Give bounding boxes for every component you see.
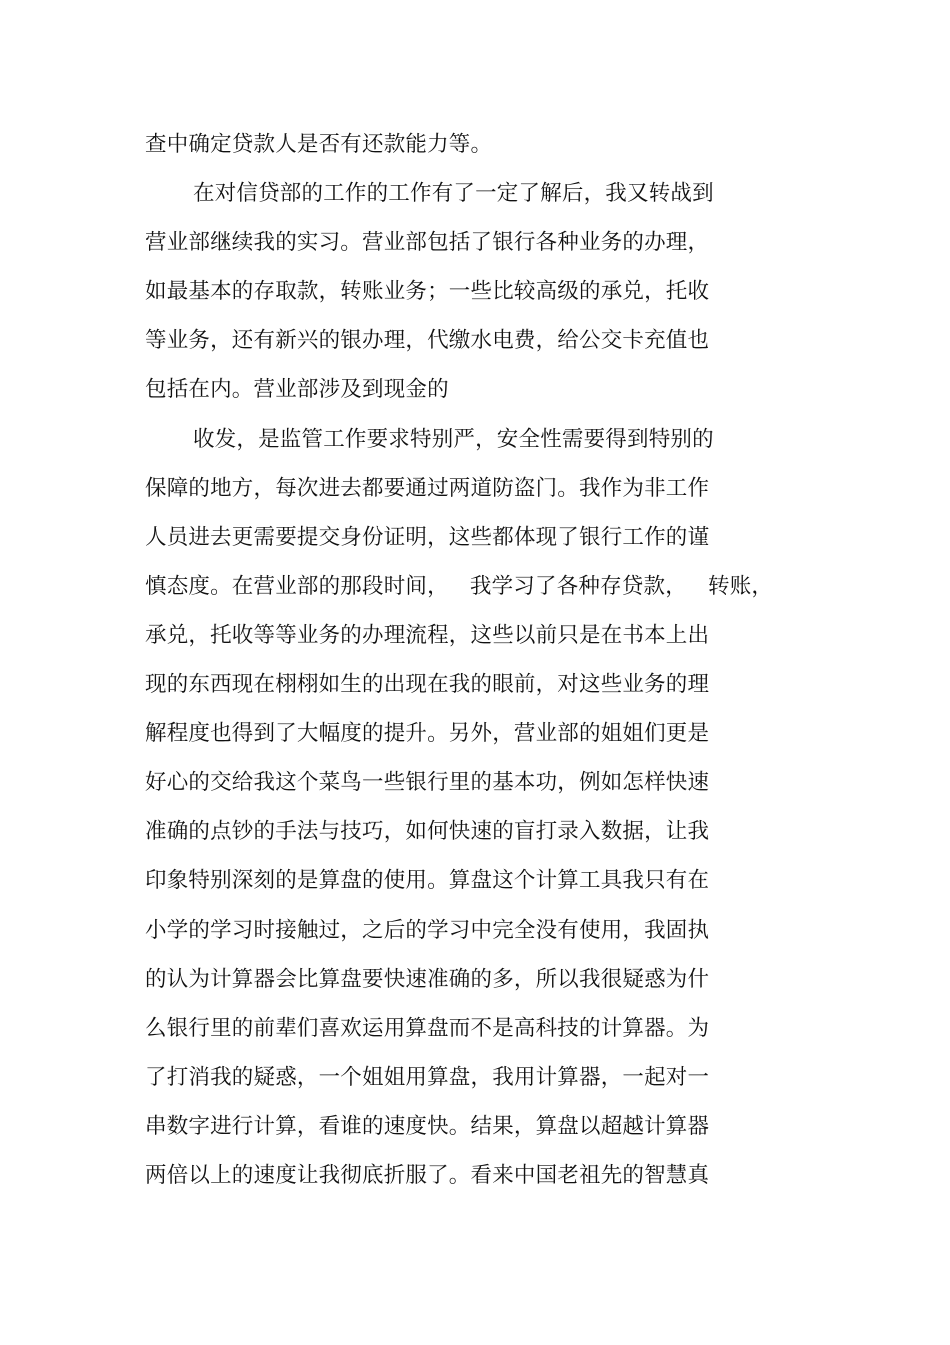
text-line: 小学的学习时接触过，之后的学习中完全没有使用，我固执 bbox=[145, 917, 710, 943]
text-line: 等业务，还有新兴的银办理，代缴水电费，给公交卡充值也 bbox=[145, 328, 710, 354]
text-line: 人员进去更需要提交身份证明，这些都体现了银行工作的谨 bbox=[145, 524, 710, 550]
text-line: 准确的点钞的手法与技巧，如何快速的盲打录入数据，让我 bbox=[145, 819, 710, 845]
text-line: 印象特别深刻的是算盘的使用。算盘这个计算工具我只有在 bbox=[145, 868, 710, 894]
body-text bbox=[145, 120, 925, 1200]
text-line: 查中确定贷款人是否有还款能力等。 bbox=[145, 132, 493, 157]
text-line: 串数字进行计算，看谁的速度快。结果，算盘以超越计算器 bbox=[145, 1113, 710, 1139]
text-line: 现的东西现在栩栩如生的出现在我的眼前，对这些业务的理 bbox=[145, 672, 710, 698]
text-line: 的认为计算器会比算盘要快速准确的多，所以我很疑惑为什 bbox=[145, 966, 710, 992]
paragraph-start-line: 在对信贷部的工作的工作有了一定了解后，我又转战到 bbox=[193, 181, 714, 207]
paragraph-start-line: 收发，是监管工作要求特别严，安全性需要得到特别的 bbox=[193, 426, 714, 452]
text-line: 保障的地方，每次进去都要通过两道防盗门。我作为非工作 bbox=[145, 475, 710, 501]
text-line: 营业部继续我的实习。营业部包括了银行各种业务的办理， bbox=[145, 230, 710, 256]
text-line: 包括在内。营业部涉及到现金的 bbox=[145, 377, 449, 403]
text-line: 么银行里的前辈们喜欢运用算盘而不是高科技的计算器。为 bbox=[145, 1015, 710, 1041]
text-line: 好心的交给我这个菜鸟一些银行里的基本功，例如怎样快速 bbox=[145, 770, 710, 796]
text-line: 如最基本的存取款，转账业务；一些比较高级的承兑，托收 bbox=[145, 279, 710, 305]
text-line: 承兑，托收等等业务的办理流程，这些以前只是在书本上出 bbox=[145, 622, 710, 648]
text-line: 了打消我的疑惑，一个姐姐用算盘，我用计算器，一起对一 bbox=[145, 1064, 710, 1090]
text-line: 两倍以上的速度让我彻底折服了。看来中国老祖先的智慧真 bbox=[145, 1162, 710, 1188]
text-line: 慎态度。在营业部的那段时间， 我学习了各种存贷款， 转账， bbox=[145, 573, 774, 599]
text-line: 解程度也得到了大幅度的提升。另外，营业部的姐姐们更是 bbox=[145, 721, 710, 747]
